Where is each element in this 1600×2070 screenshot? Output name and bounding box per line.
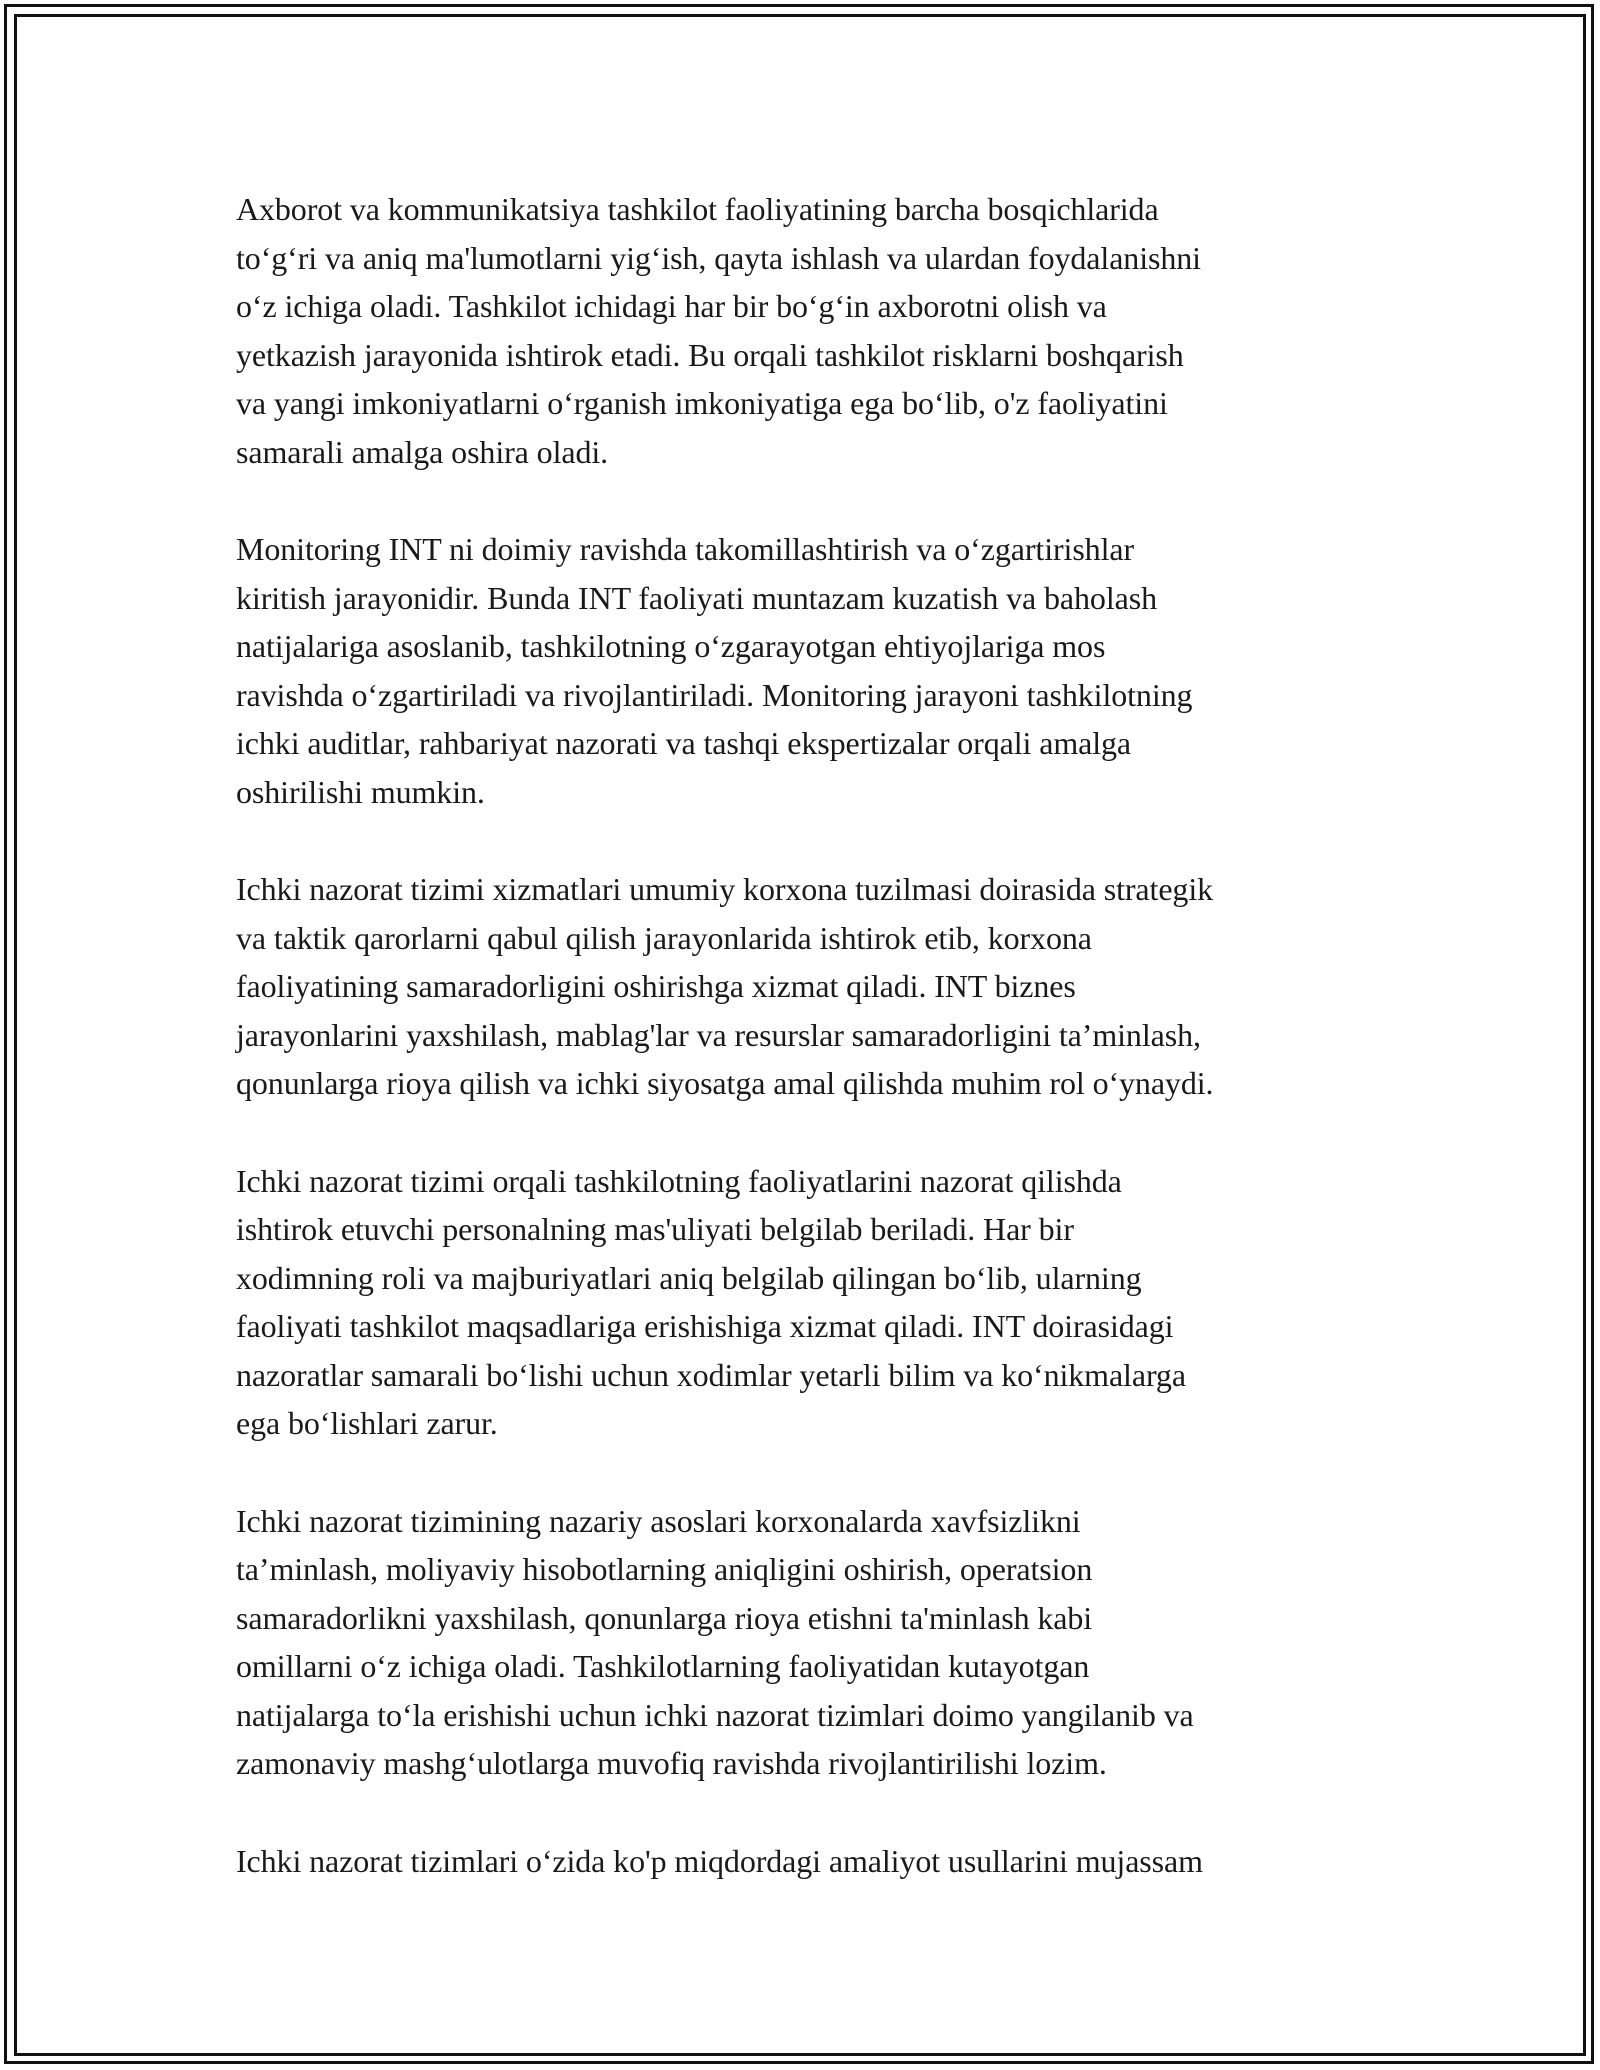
paragraph-spacer [236,1448,1366,1497]
text-line: samaradorlikni yaxshilash, qonunlarga rioya etishni ta'minlash kabi [236,1599,1093,1636]
paragraph-spacer [236,1108,1366,1157]
text-line: Ichki nazorat tizimlari o‘zida ko'p miqdordagi amaliyot usullarini mujassam [236,1842,1203,1879]
text-line: omillarni o‘z ichiga oladi. Tashkilotlarning faoliyatidan kutayotgan [236,1648,1090,1684]
text-line: Axborot va kommunikatsiya tashkilot faoliyatining barcha bosqichlarida [236,191,1159,227]
paragraph-6 [236,1837,1366,1886]
text-line: ishtirok etuvchi personalning mas'uliyati belgilab beriladi. Har bir [236,1211,1074,1247]
text-line: natijalariga asoslanib, tashkilotning o‘zgarayotgan ehtiyojlariga mos [236,628,1106,664]
text-line: o‘z ichiga oladi. Tashkilot ichidagi har bir bo‘g‘in axborotni olish va [236,288,1107,324]
text-line: samarali amalga oshira oladi. [236,433,609,470]
paragraph-spacer [236,816,1366,865]
text-line: kiritish jarayonidir. Bunda INT faoliyati muntazam kuzatish va baholash [236,579,1157,616]
paragraph-1 [236,185,1366,476]
paragraph-4 [236,1157,1366,1448]
paragraph-3 [236,865,1366,1108]
text-line: yetkazish jarayonida ishtirok etadi. Bu orqali tashkilot risklarni boshqarish [236,336,1184,373]
text-line: oshirilishi mumkin. [236,773,485,810]
text-line: qonunlarga rioya qilish va ichki siyosatga amal qilishda muhim rol o‘ynaydi. [236,1065,1214,1101]
text-line: Ichki nazorat tizimi orqali tashkilotning faoliyatlarini nazorat qilishda [236,1162,1122,1199]
text-line: ega bo‘lishlari zarur. [236,1405,498,1441]
text-line: xodimning roli va majburiyatlari aniq belgilab qilingan bo‘lib, ularning [236,1259,1142,1296]
paragraph-spacer [236,476,1366,525]
text-line: ravishda o‘zgartiriladi va rivojlantiriladi. Monitoring jarayoni tashkilotning [236,676,1193,713]
paragraph-2 [236,525,1366,816]
text-line: ichki auditlar, rahbariyat nazorati va tashqi ekspertizalar orqali amalga [236,725,1132,761]
text-line: faoliyatining samaradorligini oshirishga xizmat qiladi. INT biznes [236,968,1076,1004]
text-line: to‘g‘ri va aniq ma'lumotlarni yig‘ish, qayta ishlash va ulardan foydalanishni [236,239,1201,276]
text-line: ta’minlash, moliyaviy hisobotlarning aniqligini oshirish, operatsion [236,1551,1093,1587]
text-line: jarayonlarini yaxshilash, mablag'lar va resurslar samaradorligini ta’minlash, [236,1016,1201,1053]
text-line: faoliyati tashkilot maqsadlariga erishishiga xizmat qiladi. INT doirasidagi [236,1308,1174,1344]
document-body [236,185,1366,1885]
text-line: zamonaviy mashg‘ulotlarga muvofiq ravishda rivojlantirilishi lozim. [236,1745,1107,1781]
text-line: Ichki nazorat tizimi xizmatlari umumiy korxona tuzilmasi doirasida strategik [236,871,1214,907]
paragraph-5 [236,1497,1366,1788]
text-line: nazoratlar samarali bo‘lishi uchun xodimlar yetarli bilim va ko‘nikmalarga [236,1356,1186,1393]
text-line: natijalarga to‘la erishishi uchun ichki nazorat tizimlari doimo yangilanib va [236,1696,1194,1733]
text-line: va yangi imkoniyatlarni o‘rganish imkoniyatiga ega bo‘lib, o'z faoliyatini [236,385,1168,421]
text-line: Ichki nazorat tizimining nazariy asoslari korxonalarda xavfsizlikni [236,1502,1081,1539]
text-line: Monitoring INT ni doimiy ravishda takomillashtirish va o‘zgartirishlar [236,531,1135,567]
paragraph-spacer [236,1788,1366,1837]
text-line: va taktik qarorlarni qabul qilish jarayonlarida ishtirok etib, korxona [236,919,1092,956]
